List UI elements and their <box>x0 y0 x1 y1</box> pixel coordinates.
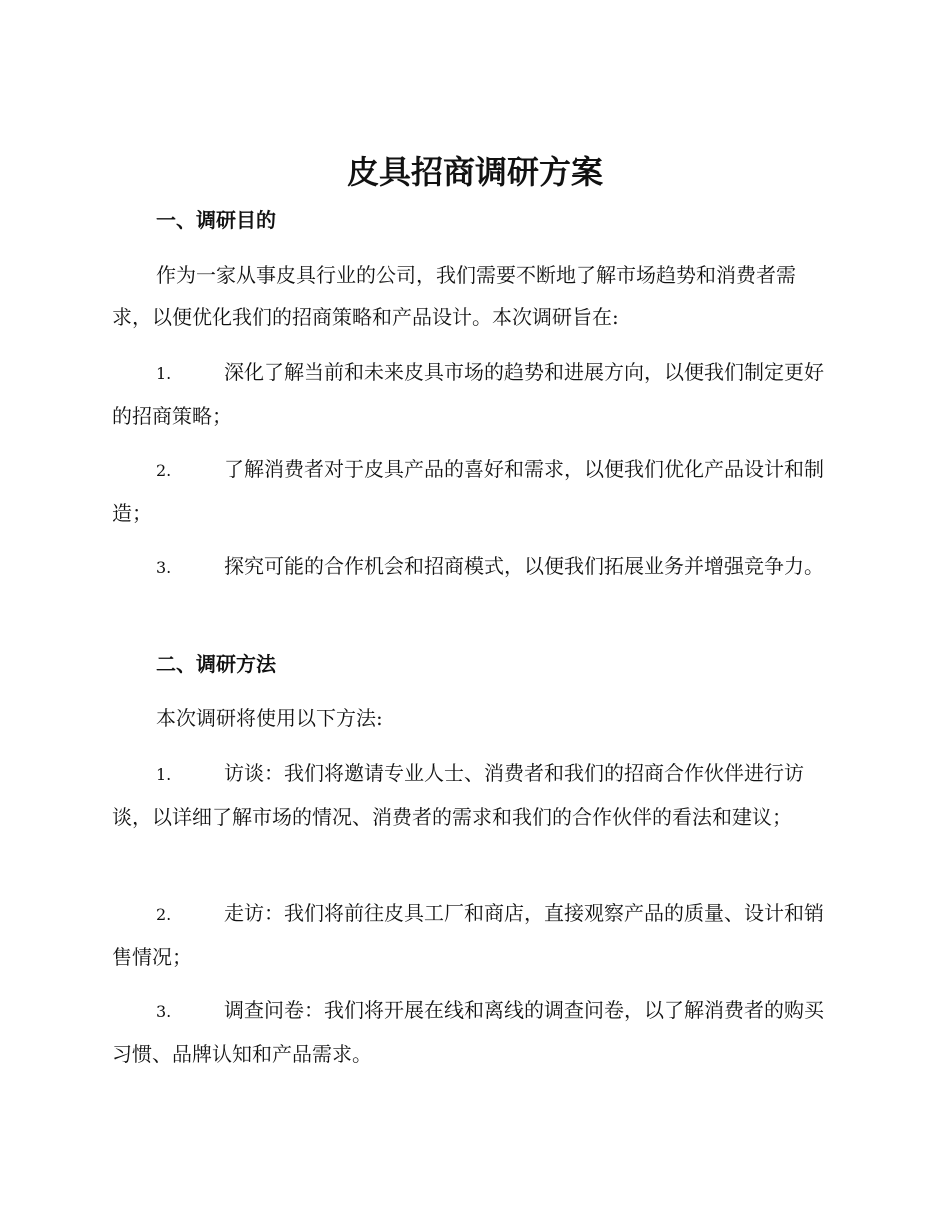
method-list-item <box>112 892 834 978</box>
list-item-text: 探究可能的合作机会和招商模式，以便我们拓展业务并增强竞争力。 <box>224 554 824 578</box>
list-item-text: 调查问卷：我们将开展在线和离线的调查问卷，以了解消费者的购买习惯、品牌认知和产品需求。 <box>112 998 824 1066</box>
method-list-item <box>112 989 834 1075</box>
method-intro-paragraph: 本次调研将使用以下方法: <box>156 706 383 730</box>
list-number: 1. <box>156 364 172 383</box>
section-heading-purpose: 一、调研目的 <box>156 208 276 232</box>
document-title: 皮具招商调研方案 <box>346 153 603 191</box>
purpose-list-item <box>112 545 834 589</box>
list-item-text: 了解消费者对于皮具产品的喜好和需求，以便我们优化产品设计和制造； <box>112 457 824 525</box>
list-number: 3. <box>156 558 172 577</box>
list-item-text: 访谈：我们将邀请专业人士、消费者和我们的招商合作伙伴进行访谈，以详细了解市场的情况、消费者的需求和我们的合作伙伴的看法和建议； <box>112 761 804 829</box>
list-number: 2. <box>156 905 172 924</box>
list-number: 2. <box>156 461 172 480</box>
purpose-list-item <box>112 448 834 534</box>
list-number: 3. <box>156 1002 172 1021</box>
method-list-item <box>112 752 834 838</box>
list-item-text: 走访：我们将前往皮具工厂和商店，直接观察产品的质量、设计和销售情况； <box>112 901 824 969</box>
section-heading-method: 二、调研方法 <box>156 652 276 676</box>
list-item-text: 深化了解当前和未来皮具市场的趋势和进展方向，以便我们制定更好的招商策略； <box>112 360 824 428</box>
purpose-intro-paragraph: 作为一家从事皮具行业的公司，我们需要不断地了解市场趋势和消费者需求，以便优化我们的招商策略和产品设计。本次调研旨在: <box>112 263 796 329</box>
purpose-list-item <box>112 351 834 437</box>
list-number: 1. <box>156 765 172 784</box>
